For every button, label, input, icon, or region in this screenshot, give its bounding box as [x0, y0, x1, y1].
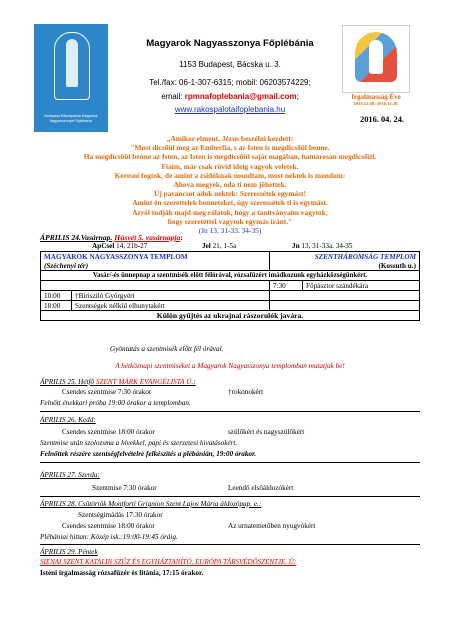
- confession-note: Gyóntatás a szentmisék előtt fél órával.: [110, 345, 224, 353]
- collection-note: Külön gyűjtés az ukrajnai rászorulók javára.: [41, 311, 420, 321]
- divider: [40, 544, 420, 545]
- church-left: MAGYAROK NAGYASSZONYA TEMPLOM: [41, 252, 270, 262]
- gospel-quote: [40, 134, 420, 235]
- day-heading-apr27: ÁPRILIS 27. Szerda:: [40, 471, 100, 479]
- quote-line: Arról tudják majd meg rólatok, hogy a tanítványaim vagytok,: [132, 207, 328, 217]
- sacrament-prep-note: Felnőttek részére szentségfelvételre felkészítés a plébánián, 19:00 órakor.: [40, 450, 257, 458]
- mass-intent: †rokonokért: [228, 388, 264, 396]
- quote-line: Amint én szerettelek benneteket, úgy szeressétek ti is egymást.: [132, 198, 328, 208]
- day-feast-apr29: SIENAI SZENT KATALIN SZŰZ ÉS EGYHÁZTANÍTÓ, EURÓPA TÁRSVÉDŐSZENTJE. Ü:: [40, 558, 297, 566]
- choir-note: Felnőtt énekkari próba 19:00 órakor a templomban.: [40, 399, 191, 407]
- quote-line: hogy szeretettel vagytok egymás iránt.": [167, 216, 293, 226]
- mercy-year-icon: [355, 32, 397, 82]
- mass-time: 18:00: [41, 301, 72, 311]
- sunday-feast: Húsvét 5. vasárnapja: [114, 233, 181, 242]
- mass-line: Szentmise 7:30 órakor: [92, 484, 157, 492]
- vocation-note: Szentmise után szolozsma a hívekkel, papi és szerzetesi hivatásokért.: [40, 439, 238, 447]
- mass-line: Csendes szentmise 18:00 órakor: [62, 428, 155, 436]
- church-left-sub: (Széchenyi tér): [41, 261, 270, 271]
- reading-2: Jel 21, 1-5a: [202, 242, 237, 250]
- mass-intent: Leendő elsőáldozókért: [228, 484, 294, 492]
- divider: [40, 462, 420, 463]
- madonna-icon: [54, 32, 90, 100]
- reading-3: Jn 13, 31-33a. 34-35: [292, 242, 353, 250]
- parish-title: Magyarok Nagyasszonya Főplébánia: [146, 38, 314, 49]
- mass-intent: Főpásztor szándékára: [303, 281, 420, 291]
- reading-1: ApCsel 14, 21b-27: [92, 242, 148, 250]
- quote-line: Ha megdicsőül benne az Isten, az Isten is megdicsőíti saját magában, hamarosan megdicsőíti.: [83, 152, 377, 162]
- eve-note: Vasár/-és ünnepnap a szentmisék előtt félórával, rózsafüzért imádkozunk egyházközségünkért.: [41, 271, 420, 281]
- quote-line: "Most dicsőül meg az Emberfia, s az Isten is megdicsőül benne.: [130, 143, 330, 153]
- quote-line: Keresni fogtok, de amint a zsidóknak mondtam, most nektek is mondom:: [114, 170, 346, 180]
- parish-phone: Tel./fax: 06-1-307-6315; mobil: 06203574229;: [149, 78, 311, 87]
- mass-time: 7:30: [270, 281, 303, 291]
- sunday-schedule-table: [40, 251, 420, 321]
- quote-line: Ahova megyek, oda ti nem jöhettek.: [173, 180, 287, 190]
- parish-logo: [34, 24, 108, 132]
- mass-intent: Szentségek nélkül elhunytakért: [72, 301, 270, 311]
- parish-email-line: email: rpmnafoplebania@gmail.com;: [161, 92, 299, 101]
- church-right: SZENTHÁROMSÁG TEMPLOM: [270, 252, 420, 262]
- day-heading-apr26: ÁPRILIS 26. Kedd:: [40, 416, 96, 424]
- quote-line: „Amikor elment, Jézus beszélni kezdett:: [166, 134, 294, 143]
- adoration-line: Szentségimádás 17:30 órakor: [78, 511, 163, 519]
- weekday-note: A hétköznapi szentmiséket a Magyarok Nagyasszonya templomban mutatjuk be!: [115, 362, 345, 370]
- quote-line: Új parancsot adok nektek: Szeressétek egymást!: [154, 189, 306, 199]
- divider: [40, 411, 420, 412]
- day-heading-apr29: ÁPRILIS 29. Péntek: [40, 548, 98, 556]
- mass-intent: †Birisziló Györgyért: [72, 291, 270, 301]
- mass-line: Csendes szentmise 7:30 órakor: [62, 388, 152, 396]
- jubilee-logo: [342, 25, 410, 93]
- bulletin-date: 2016. 04. 24.: [360, 115, 404, 124]
- badge-dates: 2015.12.08.-2016.11.20.: [353, 101, 399, 106]
- mass-line: Csendes szentmise 18:00 órakor: [62, 522, 155, 530]
- mass-intent: szülőkért és nagyszülőkért: [228, 428, 305, 436]
- parish-address: 1153 Budapest, Bácska u. 3.: [179, 60, 281, 69]
- mass-intent: Az urnatemetőben nyugvókért: [228, 522, 316, 530]
- mass-time: 10:00: [41, 291, 72, 301]
- quote-line: Fiaim, már csak rövid ideig vagyok veletek.: [161, 161, 299, 171]
- catechism-note: Plébániai hittan: Közép isk.:19:00-19:45 óráig.: [40, 533, 178, 541]
- day-heading-apr28: ÁPRILIS 28. Csütörtök Montforti Grignion Szent Lajos Mária áldozópap. e.:: [40, 500, 262, 508]
- email-link[interactable]: rpmnafoplebania@gmail.com: [184, 92, 297, 101]
- parish-logo-text: Budapest-Rákospalota Magyarok Nagyasszonya Főplébánia: [44, 114, 98, 123]
- day-heading-apr25: ÁPRILIS 25. Hétfő SZENT MÁRK EVANGÉLISTA Ü.:: [40, 378, 196, 386]
- divider: [40, 496, 420, 497]
- parish-website-line: [120, 105, 340, 114]
- quote-reference: (Jn 13, 31-33. 34-35): [198, 226, 262, 236]
- website-link[interactable]: www.rakospalotaifoplebania.hu: [174, 105, 286, 114]
- sunday-heading: ÁPRILIS 24.Vasárnap. Húsvét 5. vasárnapja:: [40, 233, 183, 242]
- badge-title: Irgalmasság Éve: [351, 93, 401, 101]
- church-right-sub: (Kossuth u.): [270, 261, 420, 271]
- rosary-note: Isteni irgalmasság rózsafüzér és litánia, 17:15 órakor.: [40, 569, 204, 577]
